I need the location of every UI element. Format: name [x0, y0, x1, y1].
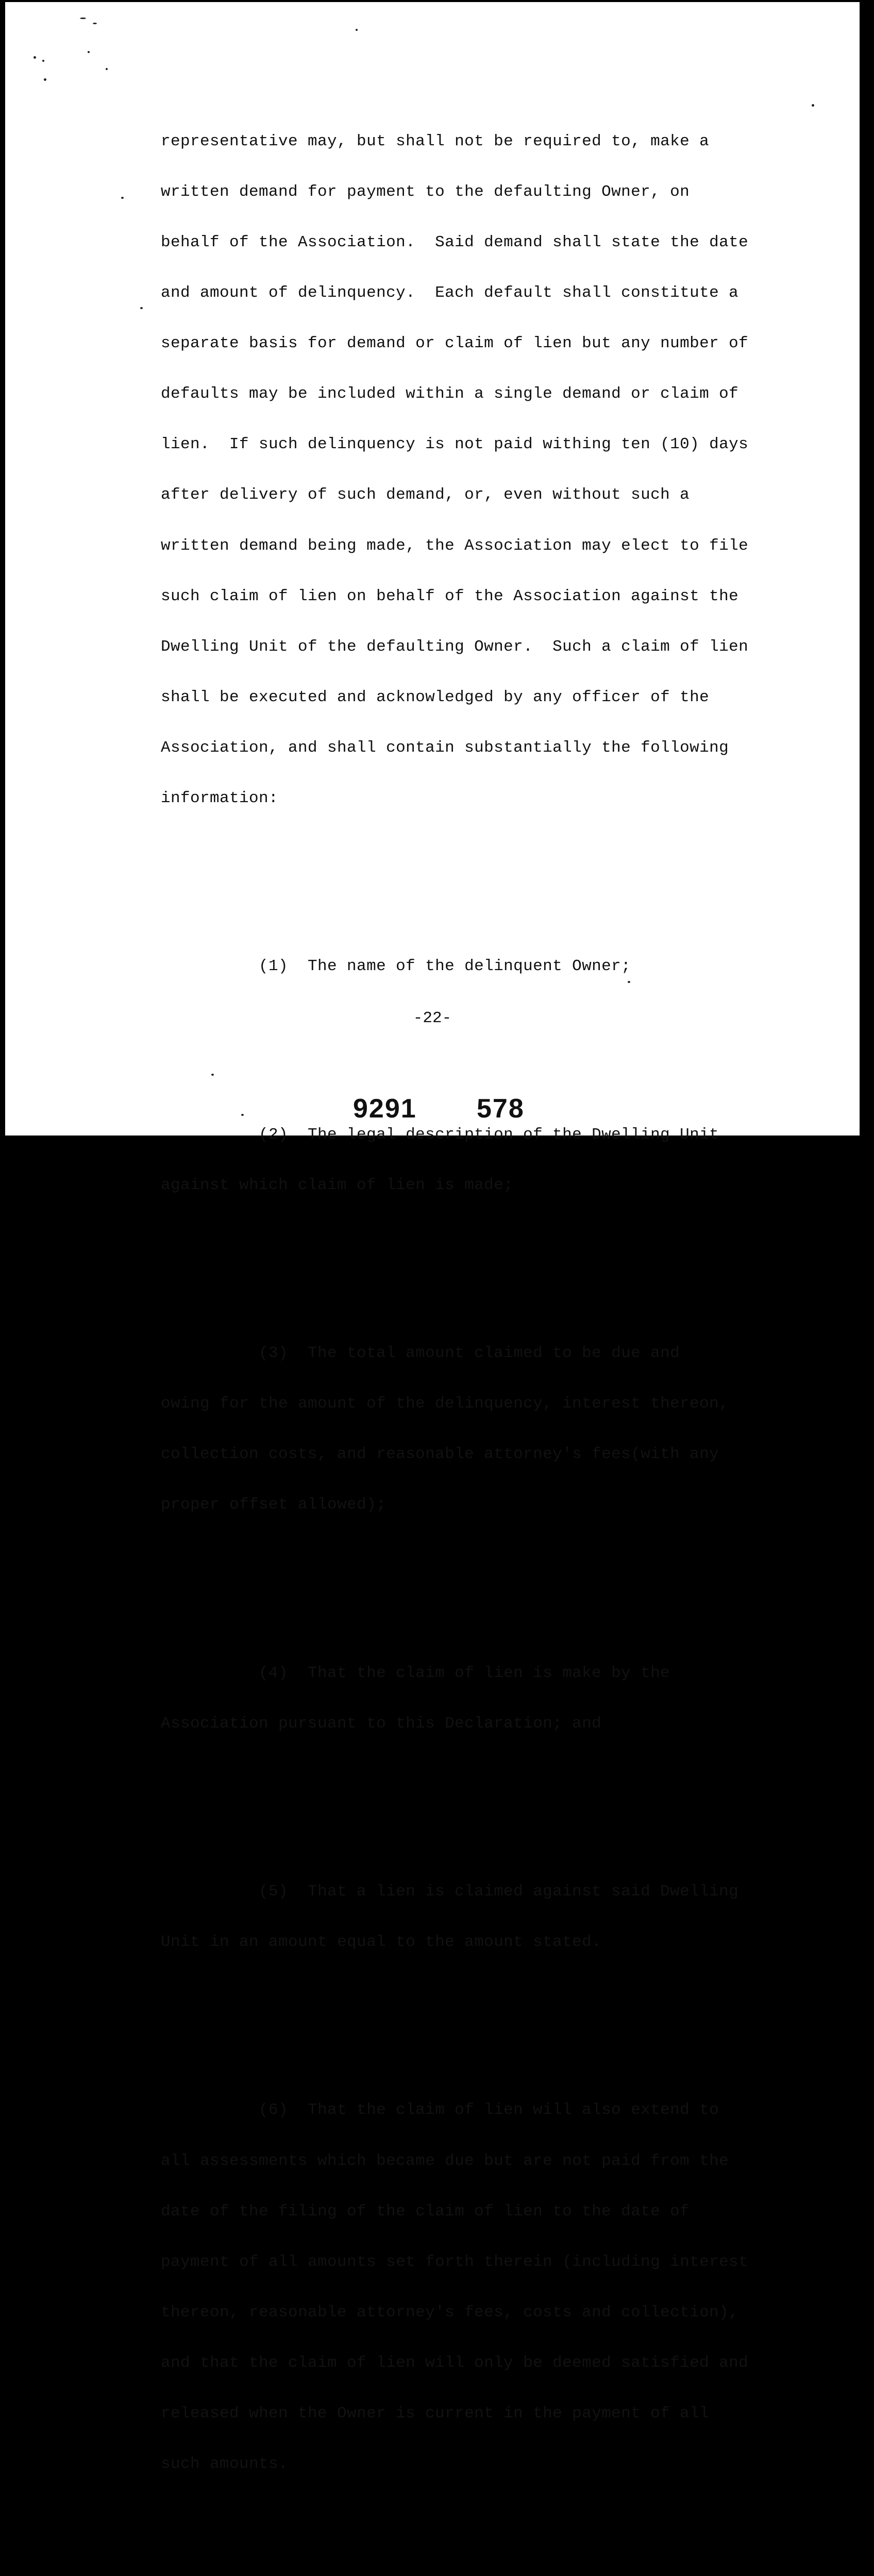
- list-item-1: [161, 925, 779, 1009]
- text-line: all assessments which became due but are not paid from the: [161, 2151, 729, 2170]
- text-line: shall be executed and acknowledged by any officer of the: [161, 688, 710, 706]
- text-line: payment of all amounts set forth therein (including interest: [161, 2252, 749, 2271]
- text-line: thereon, reasonable attorney's fees, costs and collection),: [161, 2303, 739, 2321]
- scan-speck: [93, 23, 97, 24]
- scan-speck: [42, 60, 44, 62]
- scan-speck: [80, 18, 86, 19]
- text-line: collection costs, and reasonable attorney's fees(with any: [161, 1445, 719, 1464]
- text-line: behalf of the Association. Said demand shall state the date: [161, 233, 749, 251]
- scan-speck: [33, 56, 36, 59]
- list-item-4: [161, 1631, 779, 1766]
- paragraph-1: [161, 99, 779, 841]
- recording-stamp-book: 9291: [353, 1094, 417, 1124]
- text-line: (6) That the claim of lien will also extend to: [161, 2101, 719, 2120]
- text-line: released when the Owner is current in the payment of all: [161, 2404, 710, 2423]
- page-number: -22-: [413, 1009, 452, 1027]
- scan-speck: [88, 51, 90, 53]
- text-line: against which claim of lien is made;: [161, 1176, 514, 1194]
- text-line: defaults may be included within a single demand or claim of: [161, 385, 739, 403]
- list-item-2: [161, 1093, 779, 1228]
- text-line: Association, and shall contain substantially the following: [161, 738, 729, 757]
- list-item-6: [161, 2069, 779, 2506]
- text-line: separate basis for demand or claim of lien but any number of: [161, 334, 749, 353]
- text-line: (4) That the claim of lien is make by the: [161, 1664, 670, 1682]
- document-page: [5, 2, 860, 2473]
- list-item-5: [161, 1850, 779, 1985]
- text-line: such amounts.: [161, 2455, 289, 2473]
- text-line: lien. If such delinquency is not paid withing ten (10) days: [161, 435, 749, 454]
- text-line: and amount of delinquency. Each default shall constitute a: [161, 284, 739, 302]
- text-line: and that the claim of lien will only be deemed satisfied and: [161, 2353, 749, 2372]
- text-line: (5) That a lien is claimed against said Dwelling: [161, 1883, 739, 1901]
- scan-speck: [812, 104, 814, 107]
- text-line: such claim of lien on behalf of the Association against the: [161, 587, 739, 605]
- document-body: [161, 66, 779, 2576]
- scan-speck: [140, 307, 143, 309]
- text-line: representative may, but shall not be required to, make a: [161, 132, 710, 150]
- text-line: information:: [161, 789, 279, 808]
- text-line: Dwelling Unit of the defaulting Owner. Such a claim of lien: [161, 637, 749, 656]
- scan-speck: [44, 78, 46, 81]
- text-line: written demand for payment to the defaulting Owner, on: [161, 182, 690, 201]
- text-line: date of the filing of the claim of lien to the date of: [161, 2202, 690, 2221]
- text-line: written demand being made, the Association may elect to file: [161, 536, 749, 555]
- text-line: proper offset allowed);: [161, 1496, 386, 1514]
- scan-speck: [356, 29, 358, 31]
- scan-speck: [106, 68, 108, 70]
- scan-speck: [121, 197, 124, 199]
- text-line: (1) The name of the delinquent Owner;: [161, 957, 631, 976]
- text-line: Association pursuant to this Declaration; and: [161, 1714, 602, 1733]
- list-item-3: [161, 1312, 779, 1548]
- text-line: (2) The legal description of the Dwelling Unit: [161, 1125, 719, 1144]
- recording-stamp-page: 578: [477, 1094, 525, 1124]
- text-line: Unit in an amount equal to the amount stated.: [161, 1933, 602, 1952]
- text-line: after delivery of such demand, or, even without such a: [161, 486, 690, 504]
- text-line: (3) The total amount claimed to be due and: [161, 1344, 680, 1363]
- text-line: owing for the amount of the delinquency, interest thereon,: [161, 1395, 729, 1413]
